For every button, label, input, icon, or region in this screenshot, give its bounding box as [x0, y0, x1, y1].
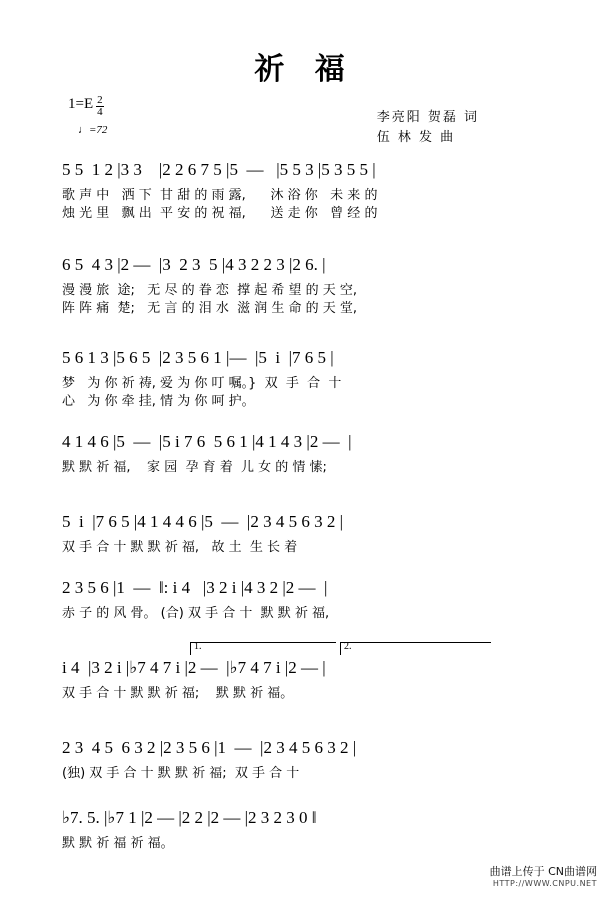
notation-line: 6 5 4 3 |2 — |3 2 3 5 |4 3 2 2 3 |2 6. |: [62, 255, 326, 274]
watermark-line-2: HTTP://WWW.CNPU.NET: [492, 879, 597, 888]
music-system-5: [0, 512, 609, 558]
volta-bracket-2: [340, 642, 491, 655]
tempo-marking: ♩=72: [78, 124, 108, 136]
notation-line: ♭7. 5. |♭7 1 |2 — |2 2 |2 — |2 3 2 3 0 ‖: [62, 808, 317, 827]
lyricist-credit: 李亮阳 贺磊 词: [376, 110, 479, 125]
music-system-6: [0, 578, 609, 624]
notation-line: 4 1 4 6 |5 — |5 i 7 6 5 6 1 |4 1 4 3 |2 — |: [62, 432, 352, 451]
time-signature-denominator: 4: [97, 106, 103, 118]
credits: [377, 108, 479, 148]
lyric-line: 默 默 祈 福, 家 园 孕 育 着 儿 女 的 情 愫;: [62, 460, 327, 475]
music-system-2: [0, 255, 609, 319]
music-system-3: [0, 348, 609, 412]
music-system-1: [0, 160, 609, 224]
volta-label-1: 1.: [194, 641, 202, 652]
lyric-line: (独) 双 手 合 十 默 默 祈 福; 双 手 合 十: [62, 766, 300, 781]
key-value: E: [83, 96, 94, 112]
notation-line: 5 5 1 2 |3 3 |2 2 6 7 5 |5 — |5 5 3 |5 3 5 5 |: [62, 160, 376, 179]
music-system-8: [0, 738, 609, 784]
lyric-line: 漫 漫 旅 途; 无 尽 的 眷 恋 撑 起 希 望 的 天 空,: [62, 283, 358, 298]
notation-line: 2 3 5 6 |1 — ‖: i 4 |3 2 i |4 3 2 |2 — |: [62, 578, 328, 597]
lyric-line: 双 手 合 十 默 默 祈 福; 默 默 祈 福。: [62, 686, 294, 701]
volta-label-2: 2.: [344, 641, 352, 652]
composer-credit: 伍 林 发 曲: [376, 130, 456, 145]
key-label: 1=: [68, 96, 84, 112]
time-signature: [96, 95, 104, 118]
music-system-7: [0, 641, 609, 704]
lyric-line: 歌 声 中 洒 下 甘 甜 的 雨 露, 沐 浴 你 未 来 的: [62, 188, 378, 203]
lyric-line: 烛 光 里 飘 出 平 安 的 祝 福, 送 走 你 曾 经 的: [62, 206, 378, 221]
lyric-line: 心 为 你 牵 挂, 情 为 你 呵 护。: [62, 394, 255, 409]
notation-line: i 4 |3 2 i |♭7 4 7 i |2 — |♭7 4 7 i |2 — |: [62, 658, 326, 677]
lyric-line: 默 默 祈 福 祈 福。: [62, 836, 174, 851]
page-title: 祈 福: [254, 52, 355, 87]
lyric-line: 梦 为 你 祈 祷, 爱 为 你 叮 嘱。} 双 手 合 十: [62, 376, 342, 391]
volta-bracket-1: [190, 642, 336, 655]
notation-line: 2 3 4 5 6 3 2 |2 3 5 6 |1 — |2 3 4 5 6 3 2 |: [62, 738, 357, 757]
key-signature: [68, 96, 104, 119]
music-system-9: [0, 808, 609, 854]
time-signature-numerator: 2: [97, 94, 103, 106]
notation-line: 5 i |7 6 5 |4 1 4 4 6 |5 — |2 3 4 5 6 3 2 |: [62, 512, 343, 531]
music-system-4: [0, 432, 609, 478]
watermark-line-1: 曲谱上传于 CN曲谱网: [489, 865, 597, 878]
lyric-line: 双 手 合 十 默 默 祈 福, 故 土 生 长 着: [62, 540, 298, 555]
lyric-line: 阵 阵 痛 楚; 无 言 的 泪 水 滋 润 生 命 的 天 堂,: [62, 301, 358, 316]
watermark: [490, 863, 597, 888]
lyric-line: 赤 子 的 风 骨。 (合) 双 手 合 十 默 默 祈 福,: [62, 606, 330, 621]
notation-line: 5 6 1 3 |5 6 5 |2 3 5 6 1 |— |5 i |7 6 5 |: [62, 348, 334, 367]
